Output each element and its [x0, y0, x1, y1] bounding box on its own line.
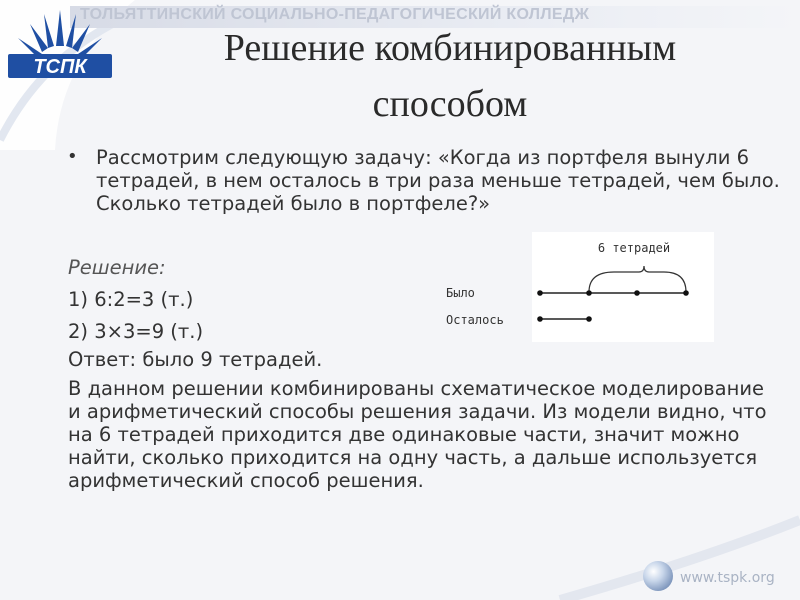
solution-step-2: 2) 3×3=9 (т.)	[68, 320, 204, 343]
sunburst-rays-icon	[18, 10, 102, 58]
problem-text: Рассмотрим следующую задачу: «Когда из портфеля вынули 6 тетрадей, в нем осталось в три раза меньше тетрадей, чем было. Сколько тетрадей было в портфеле?»	[96, 146, 780, 215]
solution-step-1: 1) 6:2=3 (т.)	[68, 288, 194, 311]
row1-point-2	[586, 290, 592, 296]
logo-text: ТСПК	[33, 56, 87, 78]
globe-icon	[643, 561, 673, 591]
answer-text: Ответ: было 9 тетрадей.	[68, 348, 323, 371]
row1-label: Было	[446, 286, 475, 300]
solution-label: Решение:	[68, 256, 166, 279]
row1-point-1	[537, 290, 543, 296]
title-line-2: способом	[372, 83, 528, 125]
row1-point-3	[634, 290, 640, 296]
bullet-icon: •	[67, 146, 78, 167]
row1-point-4	[683, 290, 689, 296]
segment-model-diagram	[434, 232, 714, 342]
explanation-text: В данном решении комбинированы схематическое моделирование и арифметический способы решения задачи. Из модели видно, что на 6 тетрадей приходится две одинаковые части, значит можно найти, сколько приходится на одну часть, а дальше используется арифметический способ решения.	[68, 377, 767, 492]
footer-url[interactable]: www.tspk.org	[680, 570, 775, 586]
college-logo	[4, 2, 116, 82]
row2-label: Осталось	[446, 313, 504, 327]
row2-point-2	[586, 316, 592, 322]
college-name: ТОЛЬЯТТИНСКИЙ СОЦИАЛЬНО-ПЕДАГОГИЧЕСКИЙ КОЛЛЕДЖ	[80, 6, 590, 23]
row2-point-1	[537, 316, 543, 322]
brace-label: 6 тетрадей	[597, 241, 671, 255]
slide-title	[150, 20, 750, 132]
title-line-1: Решение комбинированным	[223, 27, 677, 69]
